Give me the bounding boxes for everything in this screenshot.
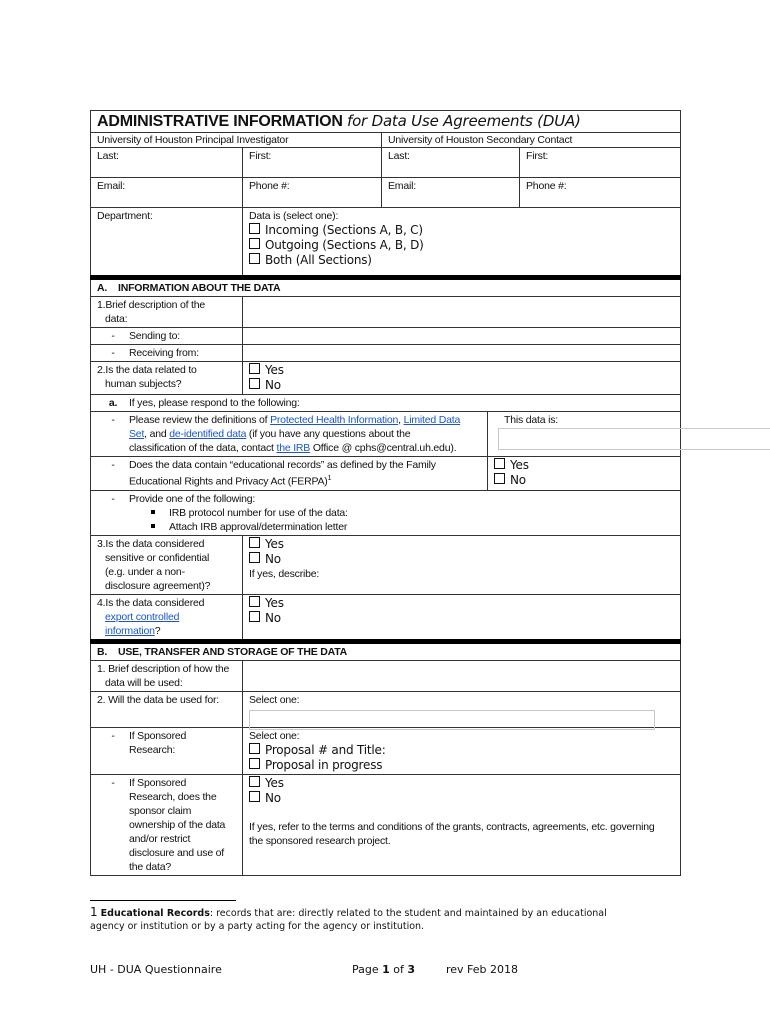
a4-label: 4.Is the data considered export controlled information? — [91, 594, 243, 641]
a4-yes[interactable]: Yes — [249, 596, 674, 611]
b2-label: 2. Will the data be used for: — [91, 691, 243, 727]
pi-email-field[interactable]: Email: — [91, 178, 243, 208]
receiving-field[interactable] — [243, 345, 681, 362]
footer-revision: rev Feb 2018 — [446, 963, 519, 976]
checkbox-icon[interactable] — [249, 363, 260, 374]
sponsor-claim-label: - If Sponsored Research, does the sponsor claim ownership of the data and/or restrict disclosure and use of the data? — [91, 774, 243, 875]
section-a-heading: A. INFORMATION ABOUT THE DATA — [91, 278, 681, 297]
link-irb[interactable]: the IRB — [276, 442, 311, 454]
section-b-heading: B. USE, TRANSFER AND STORAGE OF THE DATA — [91, 641, 681, 660]
link-phi[interactable]: Protected Health Information — [270, 414, 399, 426]
checkbox-icon[interactable] — [249, 223, 260, 234]
this-data-is-dropdown[interactable] — [498, 428, 770, 450]
attach-item[interactable]: Attach IRB approval/determination letter — [129, 520, 674, 534]
footnote: 1 Educational Records: records that are: directly related to the student and maintained by an educational agency or institution or by a party acting for the agency or institution. — [90, 905, 607, 932]
a2-label: 2.Is the data related to human subjects? — [91, 362, 243, 395]
pi-phone-field[interactable]: Phone #: — [243, 178, 382, 208]
a3-label: 3.Is the data considered sensitive or confidential (e.g. under a non- disclosure agreement)? — [91, 535, 243, 594]
a4-no[interactable]: No — [249, 611, 674, 626]
ferpa-options — [488, 457, 681, 491]
a4-options — [243, 594, 681, 641]
checkbox-icon[interactable] — [249, 596, 260, 607]
link-deidentified[interactable]: de-identified data — [169, 428, 247, 440]
provide-cell: - Provide one of the following: IRB protocol number for use of the data: Attach IRB approval/determination letter — [91, 490, 681, 535]
a3-options — [243, 535, 681, 594]
option-incoming[interactable]: Incoming (Sections A, B, C) — [249, 223, 674, 238]
checkbox-icon[interactable] — [494, 458, 505, 469]
claim-no[interactable]: No — [249, 791, 674, 806]
sc-first-field[interactable]: First: — [520, 148, 681, 178]
link-lds-set[interactable]: Set — [129, 428, 145, 440]
link-lds[interactable]: Limited Data — [403, 414, 461, 426]
footnote-separator — [90, 900, 236, 901]
form-title-bold: ADMINISTRATIVE INFORMATION — [97, 113, 343, 130]
ferpa-no[interactable]: No — [494, 473, 674, 488]
pi-first-field[interactable]: First: — [243, 148, 382, 178]
checkbox-icon[interactable] — [249, 378, 260, 389]
sc-last-field[interactable]: Last: — [382, 148, 520, 178]
form-title-italic: for Data Use Agreements (DUA) — [347, 112, 581, 130]
a3-describe[interactable]: If yes, describe: — [249, 567, 320, 580]
bullet-icon — [151, 524, 155, 528]
claim-yes[interactable]: Yes — [249, 776, 674, 791]
pi-label: University of Houston Principal Investigator — [91, 133, 382, 148]
sponsored-label: - If Sponsored Research: — [91, 727, 243, 774]
sc-phone-field[interactable]: Phone #: — [520, 178, 681, 208]
definitions-cell: - Please review the definitions of Protected Health Information, Limited Data Set, and de-identified data (if you have any questions about the classification of the data, contact the IRB Office @ cphs@central.uh.edu). — [91, 412, 488, 457]
a1-answer-field[interactable] — [243, 297, 681, 328]
checkbox-icon[interactable] — [249, 552, 260, 563]
checkbox-icon[interactable] — [249, 611, 260, 622]
sending-field[interactable] — [243, 328, 681, 345]
this-data-is-cell: This data is: — [488, 412, 681, 457]
checkbox-icon[interactable] — [494, 473, 505, 484]
dua-form-table — [90, 110, 681, 876]
sc-label: University of Houston Secondary Contact — [382, 133, 681, 148]
receiving-label: - Receiving from: — [91, 345, 243, 362]
a2-options — [243, 362, 681, 395]
data-direction-cell — [243, 208, 681, 278]
link-export-controlled[interactable]: export controlled — [105, 610, 180, 623]
a3-yes[interactable]: Yes — [249, 537, 674, 552]
b2-select-cell: Select one: — [243, 691, 681, 727]
option-both[interactable]: Both (All Sections) — [249, 253, 674, 268]
checkbox-icon[interactable] — [249, 743, 260, 754]
a-if-yes-row: a. If yes, please respond to the following: — [91, 395, 681, 412]
checkbox-icon[interactable] — [249, 776, 260, 787]
sponsored-options: Select one: Proposal # and Title: Proposal in progress — [243, 727, 681, 774]
data-is-label: Data is (select one): — [249, 210, 339, 222]
option-proposal-progress[interactable]: Proposal in progress — [249, 758, 674, 773]
a2-no[interactable]: No — [249, 378, 674, 393]
b2-select-dropdown[interactable] — [249, 710, 655, 730]
checkbox-icon[interactable] — [249, 253, 260, 264]
b1-answer-field[interactable] — [243, 660, 681, 691]
checkbox-icon[interactable] — [249, 537, 260, 548]
checkbox-icon[interactable] — [249, 238, 260, 249]
option-proposal-title[interactable]: Proposal # and Title: — [249, 743, 674, 758]
ferpa-yes[interactable]: Yes — [494, 458, 674, 473]
sc-email-field[interactable]: Email: — [382, 178, 520, 208]
checkbox-icon[interactable] — [249, 791, 260, 802]
a2-yes[interactable]: Yes — [249, 363, 674, 378]
sending-label: - Sending to: — [91, 328, 243, 345]
department-field[interactable]: Department: — [91, 208, 243, 278]
a3-no[interactable]: No — [249, 552, 674, 567]
footer-page: Page 1 of 3 — [352, 963, 416, 976]
sponsor-claim-options: Yes No If yes, refer to the terms and conditions of the grants, contracts, agreements, etc. governing the sponsored research project. — [243, 774, 681, 875]
option-outgoing[interactable]: Outgoing (Sections A, B, D) — [249, 238, 674, 253]
link-information[interactable]: information — [105, 624, 155, 637]
b1-label: 1. Brief description of how the data will be used: — [91, 660, 243, 691]
a1-label: 1.Brief description of the data: — [91, 297, 243, 328]
ferpa-cell: - Does the data contain “educational records” as defined by the Family Educational Rights and Privacy Act (FERPA)$^1$ — [91, 457, 488, 491]
form-title — [91, 111, 681, 133]
irb-number-item[interactable]: IRB protocol number for use of the data: — [129, 506, 674, 520]
pi-last-field[interactable]: Last: — [91, 148, 243, 178]
footer-left: UH - DUA Questionnaire — [90, 963, 222, 976]
checkbox-icon[interactable] — [249, 758, 260, 769]
bullet-icon — [151, 510, 155, 514]
